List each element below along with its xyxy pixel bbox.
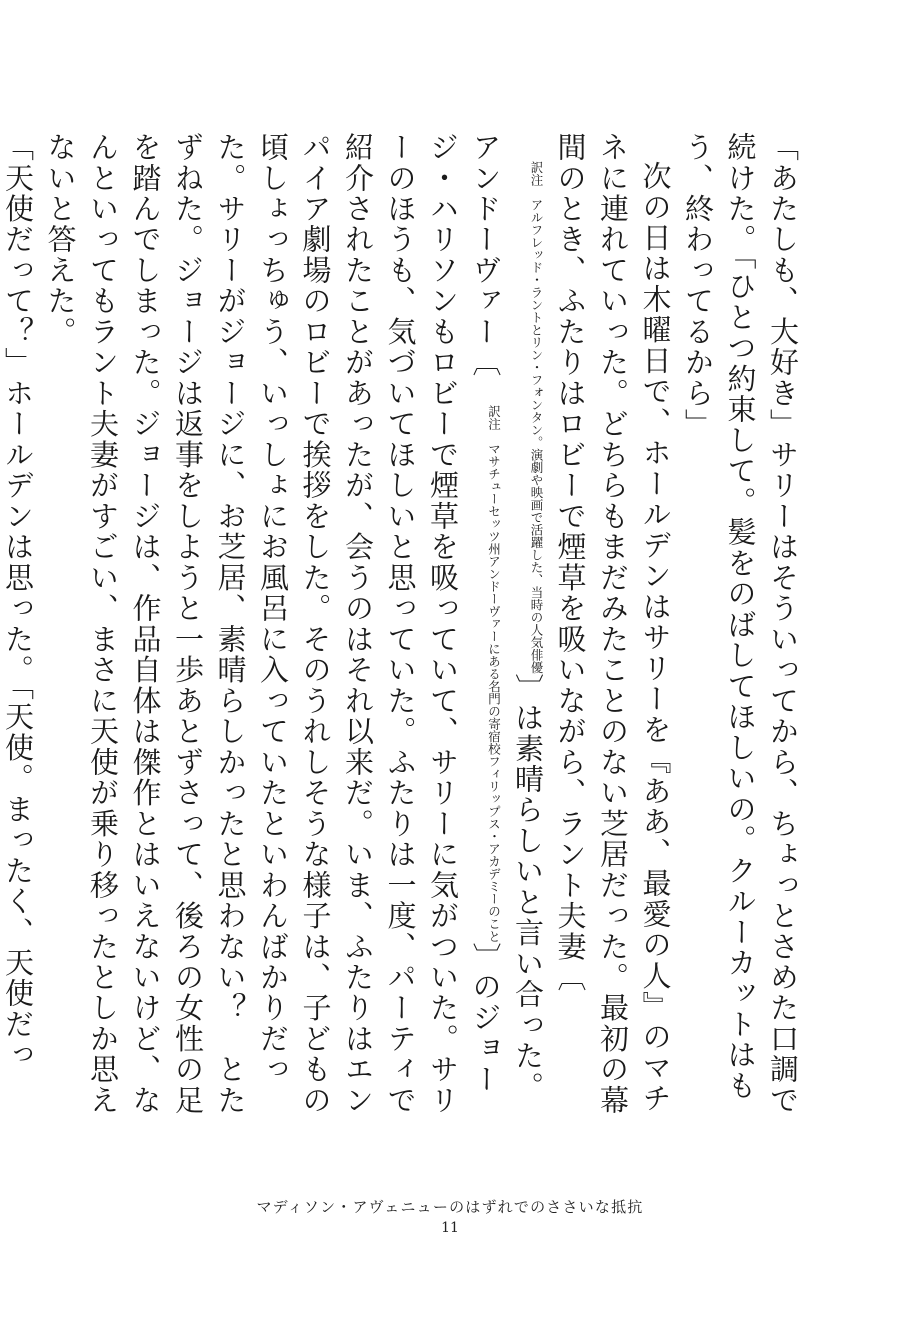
paragraph-3	[0, 132, 39, 1132]
translator-note-2	[486, 376, 502, 943]
paragraph-3-text: 「天使だって？」ホールデンは思った。「天使。まったく、天使だっ	[1, 132, 35, 1071]
note-2-open-bracket: 〔	[468, 347, 503, 377]
page-number: 11	[441, 1220, 459, 1236]
vertical-text-body	[1, 132, 804, 1132]
paragraph-2-text-c: のジョージ・ハリソンもロビーで煙草を吸っていて、サリーに気がついた。サリーのほうも、気づいてほしいと思っていた。ふたりは一度、パーティで紹介されたことがあったが、会うのはそれ以来だ。いま、ふたりはエンパイア劇場のロビーで挨拶をした。そのうれしそうな様子は、子どもの頃しょっちゅう、いっしょにお風呂に入っていたといわんばかりだった。サリーがジョージに、お芝居、素晴らしかったと思わない？ とたずねた。ジョージは返事をしようと一歩あとずさって、後ろの女性の足を踏んでしまった。ジョージは、作品自体は傑作とはいえないけど、なんといってもラント夫妻がすごい、まさに天使が乗り移ったとしか思えないと答えた。	[43, 132, 503, 1116]
note-2-label: 訳注	[486, 405, 502, 431]
note-1-text: アルフレッド・ラントとリン・フォンタン。演劇や映画で活躍した、当時の人気俳優	[529, 198, 544, 674]
paragraph-2	[39, 132, 677, 1132]
paragraph-2-text-b: は素晴らしいと言い合った。アンドーヴァー	[468, 132, 545, 1103]
note-2-text: マサチューセッツ州アンドーヴァーにある名門の寄宿校フィリップス・アカデミーのこと	[486, 442, 502, 943]
note-2-close-bracket: 〕	[468, 942, 503, 972]
running-footer-title: マディソン・アヴェニューのはずれでのささいな抵抗	[256, 1198, 644, 1216]
note-1-close-bracket: 〕	[511, 673, 545, 703]
note-1-label: 訳注	[529, 161, 544, 186]
note-1-open-bracket: 〔	[553, 961, 588, 991]
paragraph-1-text: 「あたしも、大好き」サリーはそういってから、ちょっとさめた口調で続けた。「ひとつ約束して。髪をのばしてほしいの。クルーカットはもう、終わってるから」	[681, 132, 800, 1116]
paragraph-1	[677, 132, 805, 1132]
translator-note-1	[528, 132, 544, 674]
paragraph-2-text-a: 次の日は木曜日で、ホールデンはサリーを『ああ、最愛の人』のマチネに連れていった。どちらもまだみたことのない芝居だった。最初の幕間のとき、ふたりはロビーで煙草を吸いながら、ラント夫妻	[553, 132, 673, 1116]
